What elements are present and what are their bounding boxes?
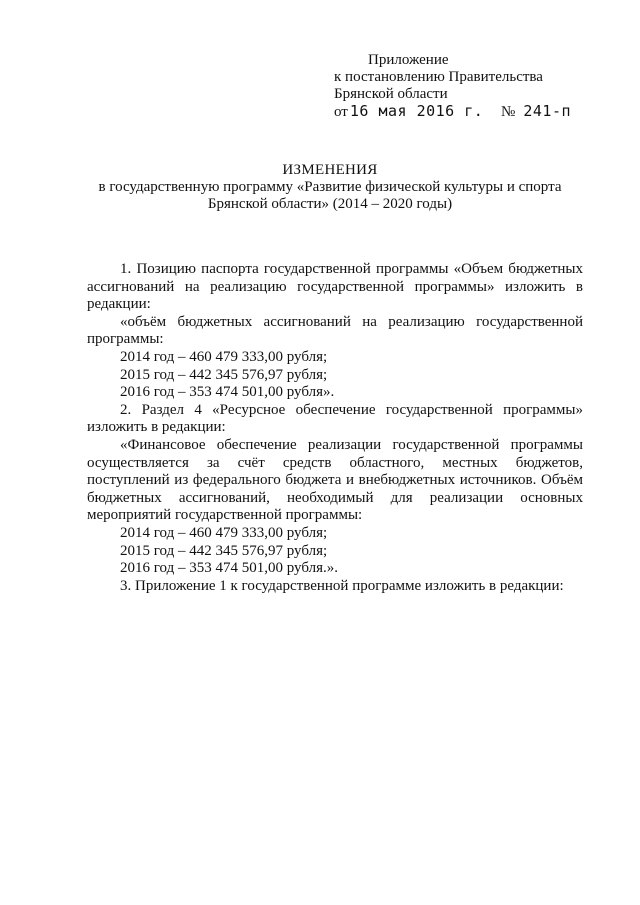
handwritten-number: 241-п: [523, 102, 572, 120]
document-subtitle-line2: Брянской области» (2014 – 2020 годы): [207, 196, 453, 212]
amount-2016-a: 2016 год – 353 474 501,00 рубля».: [120, 384, 335, 401]
document-title-block: [90, 162, 570, 213]
document-subtitle-line1: в государственную программу «Развитие физической культуры и спорта: [98, 179, 562, 195]
appendix-region: Брянской области: [334, 86, 448, 102]
paragraph-1: 1. Позицию паспорта государственной программы «Объем бюджетных ассигнований на реализацию государственной программы» изложить в редакции:: [87, 261, 583, 313]
appendix-title: Приложение: [368, 52, 449, 68]
paragraph-5: 3. Приложение 1 к государственной программе изложить в редакции:: [120, 577, 564, 594]
amount-2016-b: 2016 год – 353 474 501,00 рубля.».: [120, 560, 338, 577]
amount-2015-b: 2015 год – 442 345 576,97 рубля;: [120, 542, 328, 559]
handwritten-date: 16 мая 2016 г.: [349, 102, 484, 120]
document-heading: ИЗМЕНЕНИЯ: [282, 162, 378, 178]
amount-2014-b: 2014 год – 460 479 333,00 рубля;: [120, 524, 328, 541]
appendix-header: [334, 52, 594, 121]
paragraph-3: 2. Раздел 4 «Ресурсное обеспечение государственной программы» изложить в редакции:: [87, 401, 583, 436]
document-body: [87, 261, 583, 595]
paragraph-2: «объём бюджетных ассигнований на реализацию государственной программы:: [87, 313, 583, 348]
date-prefix: от: [334, 104, 348, 120]
appendix-reference: к постановлению Правительства: [334, 69, 543, 85]
appendix-date-line: [334, 103, 594, 121]
amount-2014-a: 2014 год – 460 479 333,00 рубля;: [120, 348, 328, 365]
number-label: №: [501, 104, 516, 120]
amount-2015-a: 2015 год – 442 345 576,97 рубля;: [120, 366, 328, 383]
paragraph-4: «Финансовое обеспечение реализации государственной программы осуществляется за счёт средств областного, местных бюджетов, поступлений из федерального бюджета и внебюджетных источников. Объём бюджетных ассигнований, необходимый для реализации основных мероприятий государственной программы:: [87, 436, 583, 524]
